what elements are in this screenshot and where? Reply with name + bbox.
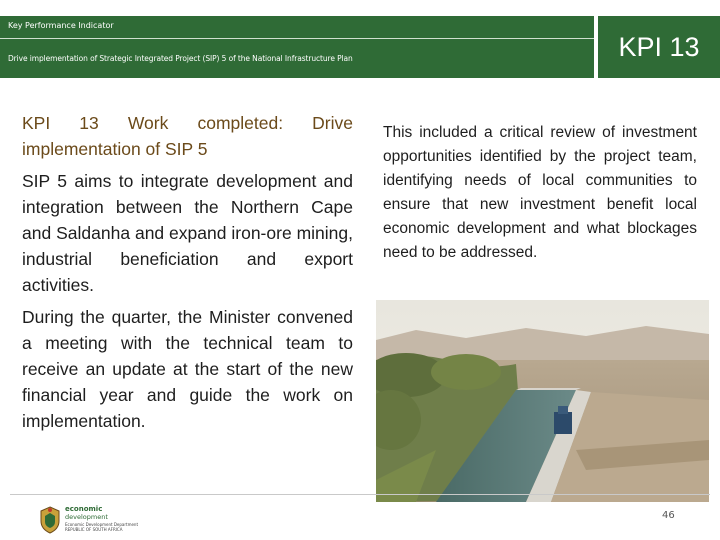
logo-line-2: development <box>65 513 108 521</box>
quarter-update: During the quarter, the Minister convened a meeting with the technical team to receive an update at the start of the new financial year and guide the work on implementation. <box>22 307 353 431</box>
canal-photo <box>376 300 709 502</box>
logo-line-1: economic <box>65 505 103 513</box>
kpi-badge: KPI 13 <box>618 32 700 62</box>
right-column <box>383 121 697 265</box>
left-column <box>22 110 353 440</box>
page-number: 46 <box>662 510 675 521</box>
review-paragraph: This included a critical review of investment opportunities identified by the project team, identifying needs of local communities to ensure that new investment benefit local economic development and what blockages need to be addressed. <box>383 124 697 261</box>
sip5-description: SIP 5 aims to integrate development and integration between the Northern Cape and Saldanha and expand iron-ore mining, industrial beneficiation and export activities. <box>22 171 353 295</box>
coat-of-arms-icon <box>37 505 63 535</box>
header-label: Key Performance Indicator <box>8 21 114 30</box>
kpi-title: KPI 13 Work completed: Drive implementation of SIP 5 <box>22 113 353 159</box>
header-divider <box>0 38 594 39</box>
economic-development-logo <box>37 505 147 535</box>
footer-divider <box>10 494 710 495</box>
canal-photo-image <box>376 300 709 502</box>
logo-line-3: Economic Development Department <box>65 522 139 527</box>
header-subtitle: Drive implementation of Strategic Integrated Project (SIP) 5 of the National Infrastructure Plan <box>8 54 353 63</box>
logo-line-4: REPUBLIC OF SOUTH AFRICA <box>65 527 123 532</box>
